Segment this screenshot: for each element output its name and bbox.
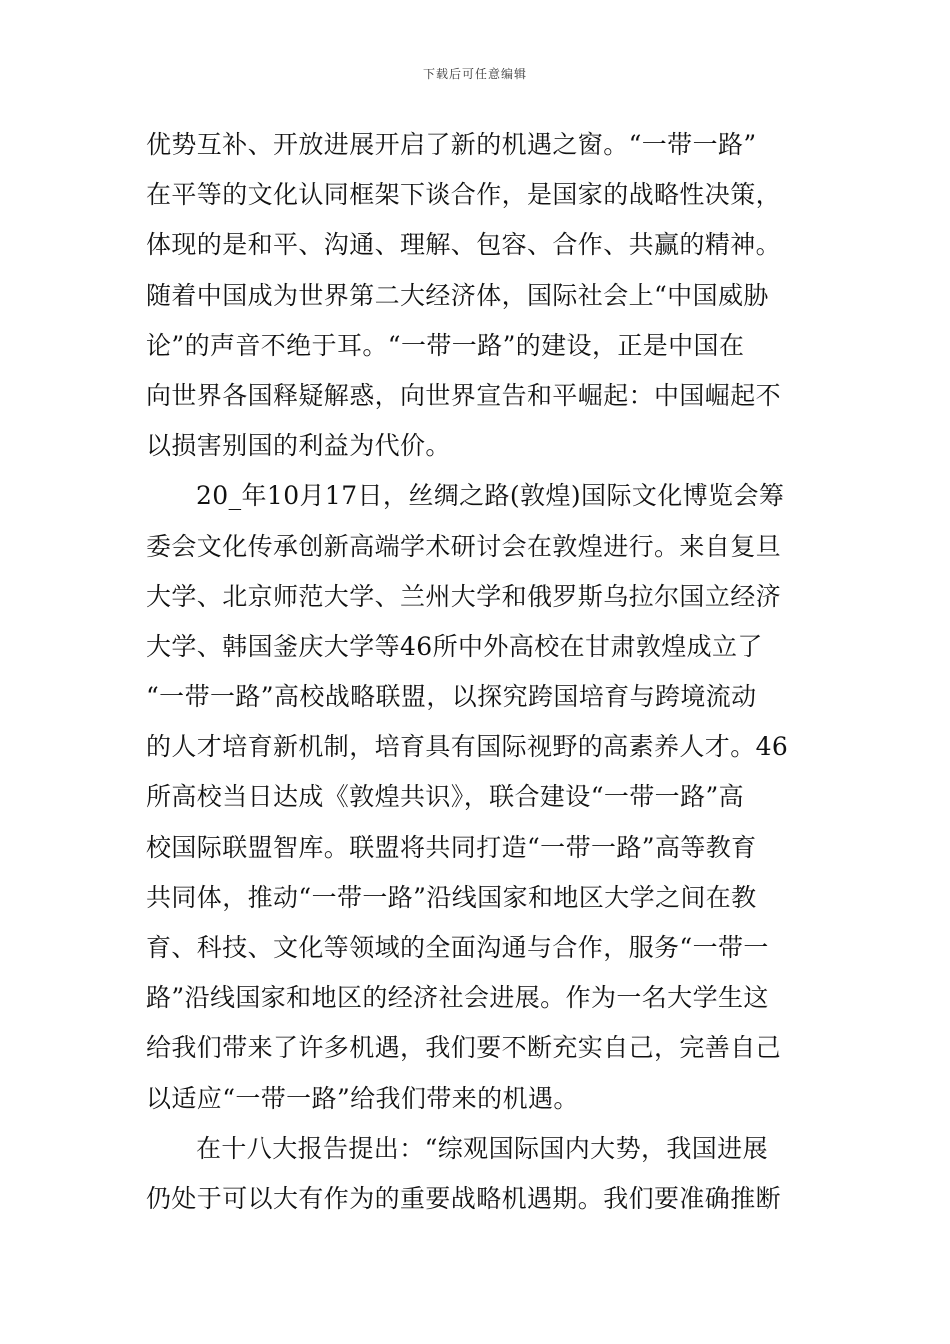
text-line: 体现的是和平、沟通、理解、包容、合作、共赢的精神。 [146,230,782,260]
text-line: 育、科技、文化等领域的全面沟通与合作，服务“一带一 [146,933,769,962]
header-note: 下载后可任意编辑 [422,67,527,81]
text-line: 大学、北京师范大学、兰州大学和俄罗斯乌拉尔国立经济 [146,581,782,611]
text-line: 的人才培育新机制，培育具有国际视野的高素养人才。46 [146,732,789,762]
text-line: 校国际联盟智库。联盟将共同打造“一带一路”高等教育 [146,832,757,862]
text-line: 优势互补、开放进展开启了新的机遇之窗。“一带一路” [146,130,757,159]
text-line-paragraph-start: 在十八大报告提出：“综观国际国内大势，我国进展 [196,1133,768,1163]
text-line: 大学、韩国釜庆大学等46所中外高校在甘肃敦煌成立了 [146,631,763,661]
text-line-paragraph-start: 20_年10月17日，丝绸之路(敦煌)国际文化博览会筹 [196,481,785,511]
text-line: 仍处于可以大有作为的重要战略机遇期。我们要准确推断 [146,1183,782,1213]
text-line: 共同体，推动“一带一路”沿线国家和地区大学之间在教 [146,882,757,912]
text-line: 以损害别国的利益为代价。 [146,431,451,461]
text-line: 以适应“一带一路”给我们带来的机遇。 [146,1083,579,1113]
text-line: “一带一路”高校战略联盟，以探究跨国培育与跨境流动 [146,682,757,712]
text-line: 所高校当日达成《敦煌共识》，联合建设“一带一路”高 [146,782,745,812]
text-line: 随着中国成为世界第二大经济体，国际社会上“中国威胁 [146,280,769,310]
text-line: 在平等的文化认同框架下谈合作，是国家的战略性决策， [146,180,782,210]
text-line: 委会文化传承创新高端学术研讨会在敦煌进行。来自复旦 [146,531,782,561]
text-line: 向世界各国释疑解惑，向世界宣告和平崛起：中国崛起不 [146,380,782,410]
text-line: 路”沿线国家和地区的经济社会进展。作为一名大学生这 [146,983,769,1013]
document-body [146,120,816,1224]
text-line: 给我们带来了许多机遇，我们要不断充实自己，完善自己 [146,1033,782,1063]
text-line: 论”的声音不绝于耳。“一带一路”的建设，正是中国在 [146,330,745,360]
